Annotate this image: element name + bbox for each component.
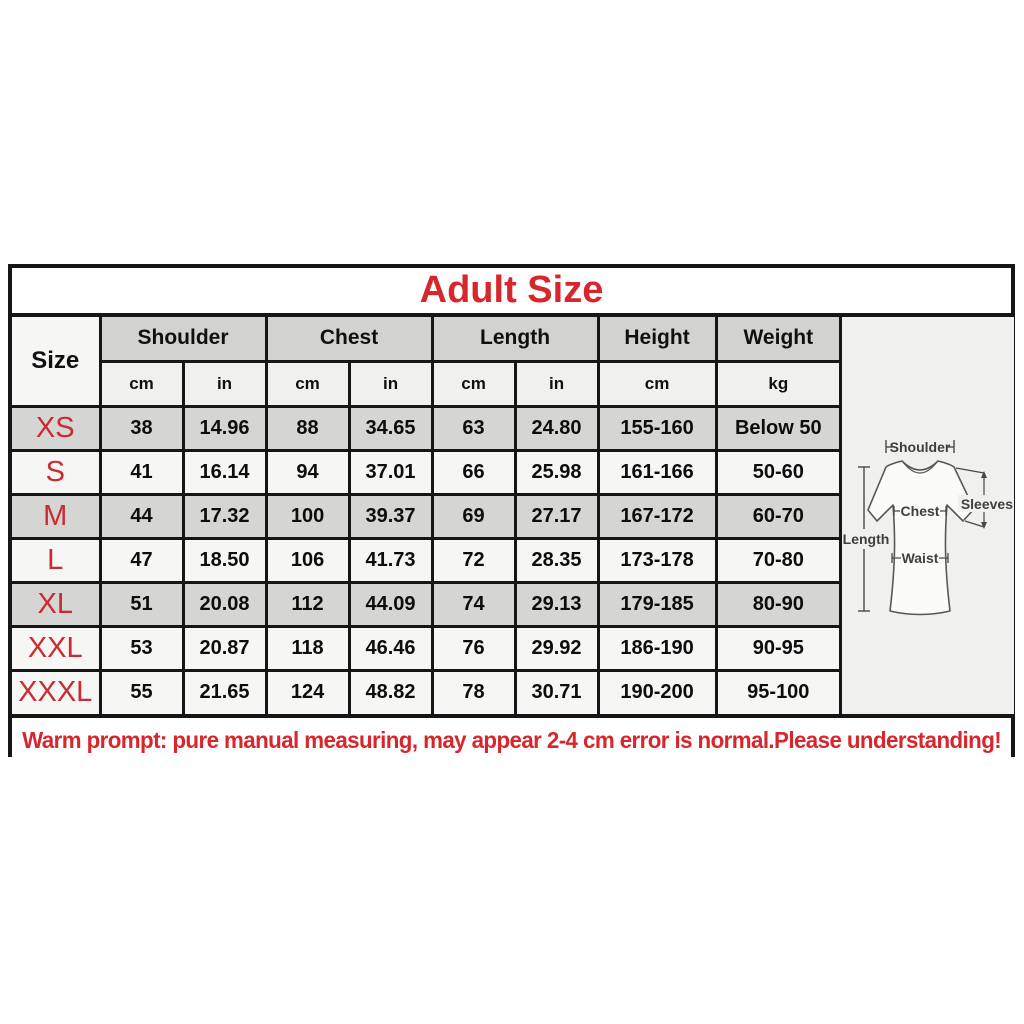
measurement-diagram-panel	[839, 317, 1014, 714]
cell-weight-kg: Below 50	[716, 406, 839, 450]
unit-length-in: in	[515, 361, 598, 406]
size-label: XXL	[12, 626, 100, 670]
cell-height-cm: 173-178	[598, 538, 716, 582]
size-chart-sheet	[8, 264, 1015, 757]
cell-shoulder-in: 18.50	[183, 538, 266, 582]
cell-length-in: 29.13	[515, 582, 598, 626]
cell-height-cm: 190-200	[598, 670, 716, 714]
cell-chest-in: 48.82	[349, 670, 432, 714]
cell-weight-kg: 60-70	[716, 494, 839, 538]
size-label: L	[12, 538, 100, 582]
size-column-header: Size	[12, 317, 100, 406]
group-header-row	[12, 317, 839, 361]
cell-height-cm: 186-190	[598, 626, 716, 670]
cell-shoulder-cm: 38	[100, 406, 183, 450]
cell-chest-in: 34.65	[349, 406, 432, 450]
cell-height-cm: 161-166	[598, 450, 716, 494]
cell-chest-cm: 106	[266, 538, 349, 582]
sleeves-arrow-bottom	[981, 522, 987, 529]
cell-height-cm: 167-172	[598, 494, 716, 538]
cell-chest-in: 44.09	[349, 582, 432, 626]
group-header-shoulder: Shoulder	[100, 317, 266, 361]
cell-length-in: 28.35	[515, 538, 598, 582]
cell-chest-in: 37.01	[349, 450, 432, 494]
warning-bar	[12, 714, 1011, 762]
size-label: M	[12, 494, 100, 538]
cell-length-in: 29.92	[515, 626, 598, 670]
table-row	[12, 494, 839, 538]
label-chest: Chest	[900, 503, 940, 519]
cell-shoulder-in: 17.32	[183, 494, 266, 538]
cell-length-in: 27.17	[515, 494, 598, 538]
unit-length-cm: cm	[432, 361, 515, 406]
unit-weight-kg: kg	[716, 361, 839, 406]
cell-weight-kg: 90-95	[716, 626, 839, 670]
cell-weight-kg: 70-80	[716, 538, 839, 582]
label-sleeves: Sleeves	[960, 496, 1014, 512]
cell-chest-cm: 112	[266, 582, 349, 626]
table-row	[12, 626, 839, 670]
cell-chest-in: 41.73	[349, 538, 432, 582]
cell-chest-in: 46.46	[349, 626, 432, 670]
cell-shoulder-cm: 44	[100, 494, 183, 538]
unit-chest-in: in	[349, 361, 432, 406]
cell-weight-kg: 50-60	[716, 450, 839, 494]
cell-chest-cm: 100	[266, 494, 349, 538]
cell-shoulder-cm: 53	[100, 626, 183, 670]
cell-chest-cm: 94	[266, 450, 349, 494]
title-row	[12, 268, 1011, 313]
cell-chest-cm: 124	[266, 670, 349, 714]
group-header-height: Height	[598, 317, 716, 361]
cell-height-cm: 179-185	[598, 582, 716, 626]
table-row	[12, 582, 839, 626]
cell-shoulder-in: 21.65	[183, 670, 266, 714]
unit-height-cm: cm	[598, 361, 716, 406]
tshirt-diagram-icon	[842, 321, 1014, 710]
unit-shoulder-cm: cm	[100, 361, 183, 406]
cell-chest-cm: 88	[266, 406, 349, 450]
unit-header-row	[12, 361, 839, 406]
cell-chest-cm: 118	[266, 626, 349, 670]
cell-shoulder-in: 20.87	[183, 626, 266, 670]
label-waist: Waist	[901, 550, 939, 566]
size-label: S	[12, 450, 100, 494]
cell-shoulder-in: 16.14	[183, 450, 266, 494]
label-shoulder: Shoulder	[889, 439, 951, 455]
cell-shoulder-cm: 51	[100, 582, 183, 626]
page-title: Adult Size	[419, 269, 604, 311]
cell-length-in: 30.71	[515, 670, 598, 714]
table-row	[12, 406, 839, 450]
table-row	[12, 538, 839, 582]
size-label: XS	[12, 406, 100, 450]
cell-shoulder-cm: 55	[100, 670, 183, 714]
warning-text: Warm prompt: pure manual measuring, may appear 2-4 cm error is normal.Please understanding!	[22, 726, 1001, 753]
cell-length-cm: 69	[432, 494, 515, 538]
cell-length-cm: 72	[432, 538, 515, 582]
label-length: Length	[842, 531, 890, 547]
cell-length-in: 25.98	[515, 450, 598, 494]
table-row	[12, 450, 839, 494]
cell-shoulder-in: 14.96	[183, 406, 266, 450]
cell-length-cm: 74	[432, 582, 515, 626]
group-header-chest: Chest	[266, 317, 432, 361]
size-table	[12, 317, 839, 714]
size-label: XL	[12, 582, 100, 626]
unit-shoulder-in: in	[183, 361, 266, 406]
size-table-body	[12, 406, 839, 714]
size-label: XXXL	[12, 670, 100, 714]
chart-main-area	[12, 313, 1014, 714]
cell-shoulder-in: 20.08	[183, 582, 266, 626]
unit-chest-cm: cm	[266, 361, 349, 406]
cell-shoulder-cm: 47	[100, 538, 183, 582]
group-header-length: Length	[432, 317, 598, 361]
cell-chest-in: 39.37	[349, 494, 432, 538]
cell-height-cm: 155-160	[598, 406, 716, 450]
cell-weight-kg: 80-90	[716, 582, 839, 626]
cell-length-cm: 78	[432, 670, 515, 714]
cell-weight-kg: 95-100	[716, 670, 839, 714]
group-header-weight: Weight	[716, 317, 839, 361]
cell-length-cm: 76	[432, 626, 515, 670]
table-row	[12, 670, 839, 714]
cell-length-in: 24.80	[515, 406, 598, 450]
cell-length-cm: 63	[432, 406, 515, 450]
cell-shoulder-cm: 41	[100, 450, 183, 494]
cell-length-cm: 66	[432, 450, 515, 494]
